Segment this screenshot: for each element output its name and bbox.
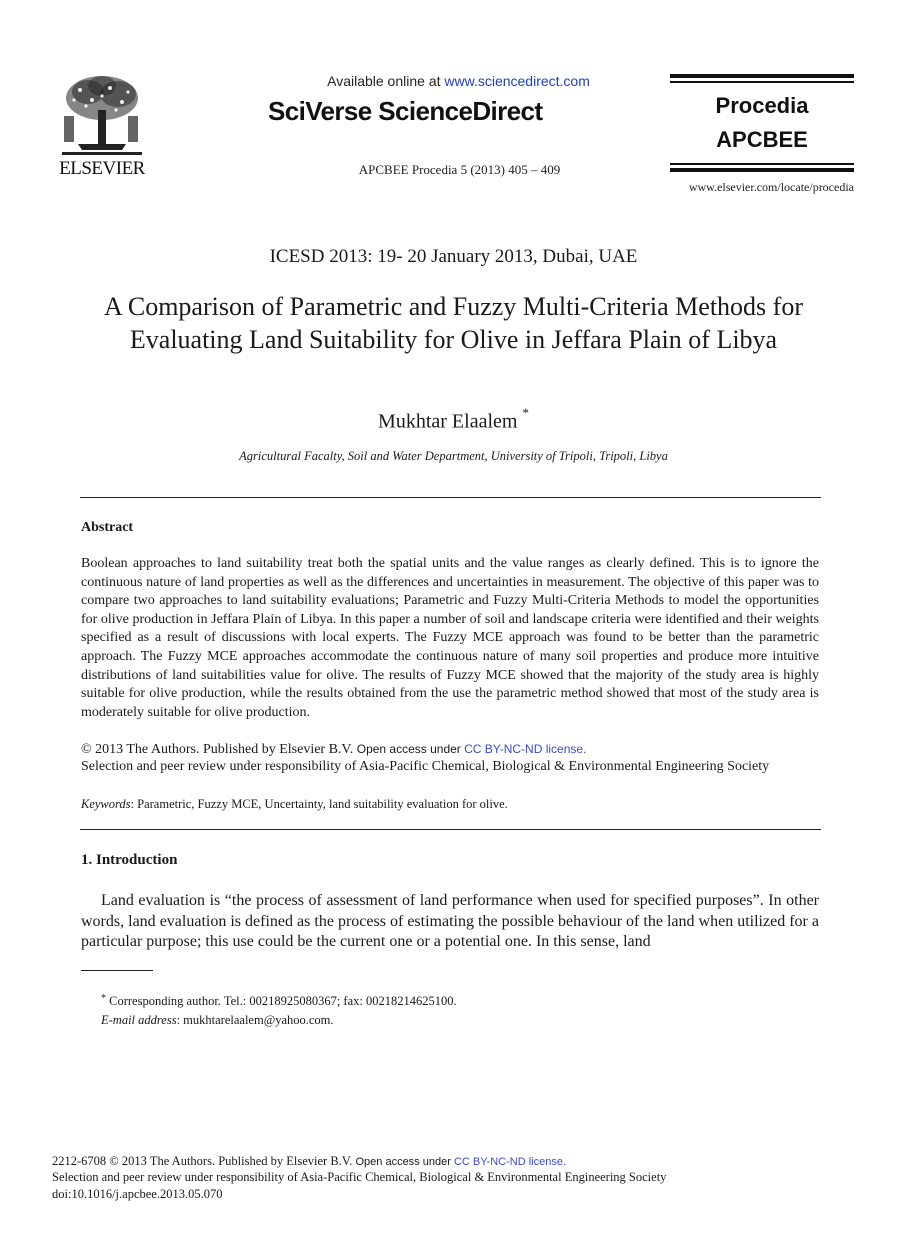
journal-name-line2: APCBEE: [716, 127, 808, 152]
footer-doi[interactable]: doi:10.1016/j.apcbee.2013.05.070: [52, 1187, 223, 1201]
platform-name: SciVerse ScienceDirect: [268, 96, 543, 126]
footnote-mark: *: [101, 993, 106, 1004]
abstract-rule-bottom: [80, 829, 821, 830]
corresponding-author-text: Corresponding author. Tel.: 00218925080367; fax: 00218214625100.: [106, 994, 457, 1008]
abstract-text: Boolean approaches to land suitability treat both the spatial units and the value ranges as clearly defined. This is to ignore the continuous nature of land properties as well as the differences and uncertainties in measurement. The objective of this paper was to compare two approaches to land suitability evaluations; Parametric and Fuzzy Multi-Criteria Methods to model the opportunities for olive production in Jeffara Plain of Libya. In this paper a number of soil and landscape criteria were identified and their weights specified as a result of discussions with local experts. The Fuzzy MCE approach was found to be better than the parametric approach. The Fuzzy MCE approaches accommodate the continuous nature of many soil properties and produce more intuitive distributions of land suitabilities value for olive. The results of Fuzzy MCE showed that the majority of the study area is highly suitable for olive production, while the results obtained from the use the parametric method showed that most of the study area is moderately suitable for olive production.: [81, 556, 819, 720]
section-heading-introduction: 1. Introduction: [81, 852, 178, 868]
author-name: Mukhtar Elaalem: [378, 410, 518, 433]
available-online-prefix: Available online at: [327, 73, 445, 89]
corresponding-author-footnote: [101, 994, 457, 1009]
copyright-text: © 2013 The Authors. Published by Elsevier B.V.: [81, 742, 357, 757]
peer-review-statement: Selection and peer review under responsibility of Asia-Pacific Chemical, Biological & Environmental Engineering Society: [81, 759, 770, 774]
abstract-heading: Abstract: [81, 520, 134, 535]
keywords-label: Keywords: [81, 797, 131, 811]
footer-peer-review: Selection and peer review under responsibility of Asia-Pacific Chemical, Biological & Environmental Engineering Society: [52, 1170, 667, 1184]
author-line: [0, 405, 907, 434]
article-title: A Comparison of Parametric and Fuzzy Multi-Criteria Methods for Evaluating Land Suitability for Olive in Jeffara Plain of Libya: [104, 292, 803, 354]
journal-name-line1: Procedia: [715, 93, 809, 118]
copyright-line: [81, 740, 586, 760]
email-label: E-mail address: [101, 1013, 177, 1027]
brand-rule-bottom: [670, 168, 854, 172]
license-link[interactable]: CC BY-NC-ND license.: [464, 742, 587, 756]
keywords-line: [81, 797, 508, 812]
footer-license-link[interactable]: CC BY-NC-ND license.: [453, 1156, 566, 1168]
email-footnote: [101, 1013, 334, 1028]
introduction-text: Land evaluation is “the process of assessment of land performance when used for specified purposes”. In other words, land evaluation is defined as the process of estimating the possible behaviour of the land when utilized for a particular purpose; this use could be the current one or a potential one. In this sense, land: [81, 892, 819, 950]
publisher-wordmark: ELSEVIER: [59, 158, 145, 179]
journal-citation: APCBEE Procedia 5 (2013) 405 – 409: [358, 162, 561, 177]
email-address[interactable]: : mukhtarelaalem@yahoo.com.: [176, 1013, 334, 1027]
author-affiliation: Agricultural Facalty, Soil and Water Department, University of Tripoli, Tripoli, Libya: [239, 449, 668, 463]
journal-homepage-link[interactable]: www.elsevier.com/locate/procedia: [688, 180, 854, 194]
footnote-rule: [81, 970, 153, 971]
introduction-paragraph: [81, 891, 819, 953]
open-access-text: Open access under: [356, 742, 465, 756]
brand-rule-top-thin: [670, 81, 854, 83]
conference-line: ICESD 2013: 19- 20 January 2013, Dubai, UAE: [269, 246, 638, 267]
brand-rule-top: [670, 74, 854, 78]
journal-brand-box: [670, 74, 854, 176]
author-footnote-mark[interactable]: *: [522, 405, 529, 420]
brand-rule-bottom-thin: [670, 163, 854, 165]
sciencedirect-link[interactable]: www.sciencedirect.com: [444, 73, 590, 89]
keywords-list: : Parametric, Fuzzy MCE, Uncertainty, land suitability evaluation for olive.: [130, 797, 508, 811]
footer-copyright: [52, 1154, 566, 1169]
footer-copyright-text: 2212-6708 © 2013 The Authors. Published by Elsevier B.V.: [52, 1154, 356, 1168]
abstract-rule-top: [80, 497, 821, 498]
footer-open-access-text: Open access under: [355, 1156, 454, 1168]
